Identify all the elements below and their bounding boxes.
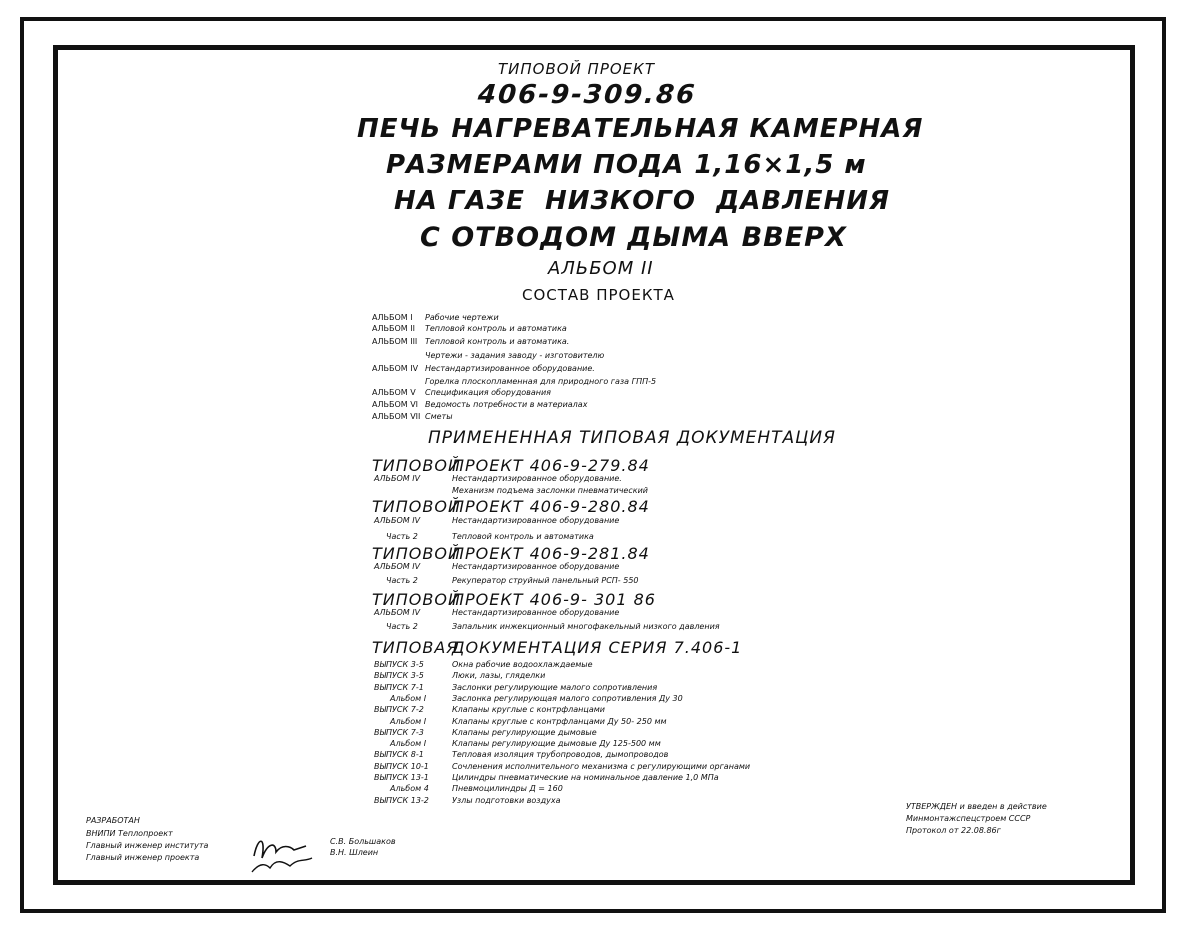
- series-row-label: ВЫПУСК 3-5: [374, 660, 424, 669]
- header-label: ТИПОВОЙ ПРОЕКТ: [498, 60, 655, 78]
- series-row-label: ВЫПУСК 10-1: [374, 762, 429, 771]
- composition-album-text: Горелка плоскопламенная для природного газа ГПП-5: [425, 377, 657, 386]
- series-row-label: ВЫПУСК 7-3: [374, 728, 424, 737]
- composition-album-label: АЛЬБОМ III: [372, 337, 418, 346]
- album-label: АЛЬБОМ II: [548, 258, 654, 279]
- project-code: 406-9-309.86: [476, 80, 698, 110]
- project-row-text: Тепловой контроль и автоматика: [452, 532, 594, 541]
- composition-album-text: Сметы: [425, 412, 453, 421]
- project-type-label: ТИПОВОЙ: [372, 590, 461, 609]
- title-line-1: ПЕЧЬ НАГРЕВАТЕЛЬНАЯ КАМЕРНАЯ: [357, 114, 924, 144]
- approval-line-2: Минмонтажспецстроем СССР: [906, 814, 1031, 823]
- project-type-label: ТИПОВОЙ: [372, 456, 461, 475]
- series-row-text: Заслонка регулирующая малого сопротивления Ду 30: [452, 694, 683, 703]
- composition-album-text: Ведомость потребности в материалах: [425, 400, 588, 409]
- series-row-label: Альбом I: [390, 717, 427, 726]
- applied-heading: ПРИМЕНЕННАЯ ТИПОВАЯ ДОКУМЕНТАЦИЯ: [428, 428, 836, 448]
- series-row-label: ВЫПУСК 13-2: [374, 796, 429, 805]
- series-row-label: ВЫПУСК 13-1: [374, 773, 429, 782]
- role-institute: Главный инженер института: [86, 841, 209, 850]
- project-number: ПРОЕКТ 406-9-279.84: [452, 456, 650, 475]
- project-number: ПРОЕКТ 406-9-281.84: [452, 544, 650, 563]
- project-type-label: ТИПОВОЙ: [372, 544, 461, 563]
- approval-line-1: УТВЕРЖДЕН и введен в действие: [906, 802, 1047, 811]
- developer-label: РАЗРАБОТАН: [86, 816, 140, 825]
- project-row-label: Часть 2: [386, 532, 418, 541]
- project-row-label: АЛЬБОМ IV: [374, 516, 421, 525]
- signature-image: [246, 828, 326, 876]
- composition-album-text: Рабочие чертежи: [425, 313, 499, 322]
- project-row-text: Нестандартизированное оборудование: [452, 516, 620, 525]
- series-type-label: ТИПОВАЯ: [372, 638, 459, 657]
- series-row-text: Узлы подготовки воздуха: [452, 796, 561, 805]
- series-row-text: Сочленения исполнительного механизма с регулирующими органами: [452, 762, 751, 771]
- project-row-text: Механизм подъема заслонки пневматический: [452, 486, 648, 495]
- role-project: Главный инженер проекта: [86, 853, 200, 862]
- title-line-2: РАЗМЕРАМИ ПОДА 1,16×1,5 м: [386, 150, 867, 180]
- title-line-4: С ОТВОДОМ ДЫМА ВВЕРХ: [420, 222, 847, 253]
- series-row-label: Альбом 4: [390, 784, 429, 793]
- series-row-text: Заслонки регулирующие малого сопротивления: [452, 683, 658, 692]
- project-row-text: Рекуператор струйный панельный РСП- 550: [452, 576, 639, 585]
- series-row-text: Цилиндры пневматические на номинальное давление 1,0 МПа: [452, 773, 719, 782]
- series-row-label: ВЫПУСК 3-5: [374, 671, 424, 680]
- series-row-text: Пневмоцилиндры Д = 160: [452, 784, 563, 793]
- series-row-text: Окна рабочие водоохлаждаемые: [452, 660, 593, 669]
- project-row-text: Запальник инжекционный многофакельный низкого давления: [452, 622, 720, 631]
- series-row-text: Клапаны регулирующие дымовые: [452, 728, 597, 737]
- composition-album-label: АЛЬБОМ VI: [372, 400, 419, 409]
- developer-org: ВНИПИ Теплопроект: [86, 829, 173, 838]
- series-row-text: Тепловая изоляция трубопроводов, дымопроводов: [452, 750, 669, 759]
- project-row-label: АЛЬБОМ IV: [374, 474, 421, 483]
- composition-album-text: Чертежи - задания заводу - изготовителю: [425, 351, 605, 360]
- project-row-text: Нестандартизированное оборудование: [452, 562, 620, 571]
- project-row-label: АЛЬБОМ IV: [374, 608, 421, 617]
- project-row-text: Нестандартизированное оборудование.: [452, 474, 622, 483]
- series-row-label: ВЫПУСК 8-1: [374, 750, 424, 759]
- composition-album-label: АЛЬБОМ VII: [372, 412, 421, 421]
- composition-album-label: АЛЬБОМ I: [372, 313, 413, 322]
- series-row-text: Клапаны регулирующие дымовые Ду 125-500 мм: [452, 739, 661, 748]
- series-row-label: ВЫПУСК 7-1: [374, 683, 424, 692]
- name-2: В.Н. Шлеин: [330, 848, 379, 857]
- composition-album-label: АЛЬБОМ V: [372, 388, 416, 397]
- series-row-text: Клапаны круглые с контрфланцами Ду 50- 250 мм: [452, 717, 667, 726]
- series-row-label: Альбом I: [390, 694, 427, 703]
- series-row-text: Люки, лазы, гляделки: [452, 671, 546, 680]
- approval-line-3: Протокол от 22.08.86г: [906, 826, 1001, 835]
- composition-album-text: Нестандартизированное оборудование.: [425, 364, 595, 373]
- project-type-label: ТИПОВОЙ: [372, 497, 461, 516]
- composition-heading: СОСТАВ ПРОЕКТА: [522, 286, 675, 304]
- title-line-3: НА ГАЗЕ НИЗКОГО ДАВЛЕНИЯ: [394, 186, 891, 216]
- series-title: ДОКУМЕНТАЦИЯ СЕРИЯ 7.406-1: [452, 638, 743, 657]
- project-number: ПРОЕКТ 406-9- 301 86: [452, 590, 656, 609]
- project-number: ПРОЕКТ 406-9-280.84: [452, 497, 650, 516]
- project-row-label: Часть 2: [386, 622, 418, 631]
- project-row-text: Нестандартизированное оборудование: [452, 608, 620, 617]
- series-row-label: ВЫПУСК 7-2: [374, 705, 424, 714]
- composition-album-text: Спецификация оборудования: [425, 388, 551, 397]
- project-row-label: Часть 2: [386, 576, 418, 585]
- series-row-label: Альбом I: [390, 739, 427, 748]
- project-row-label: АЛЬБОМ IV: [374, 562, 421, 571]
- composition-album-text: Тепловой контроль и автоматика.: [425, 337, 570, 346]
- composition-album-text: Тепловой контроль и автоматика: [425, 324, 567, 333]
- composition-album-label: АЛЬБОМ II: [372, 324, 415, 333]
- composition-album-label: АЛЬБОМ IV: [372, 364, 419, 373]
- name-1: С.В. Большаков: [330, 837, 396, 846]
- series-row-text: Клапаны круглые с контрфланцами: [452, 705, 605, 714]
